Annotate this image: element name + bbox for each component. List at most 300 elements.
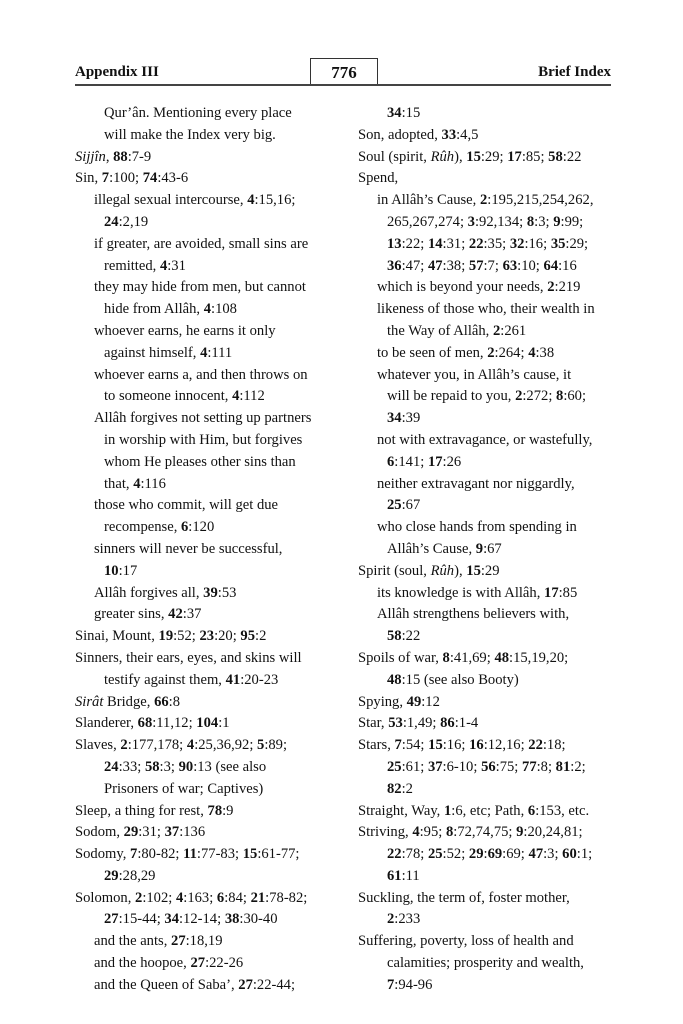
index-subentry-line [358, 321, 623, 343]
index-subentry-line [75, 343, 355, 365]
entry-text: :18; [542, 737, 566, 754]
entry-text: :22-44; [252, 976, 296, 993]
italic-term: Rûh [430, 148, 455, 165]
entry-text: :13 (see also [193, 758, 267, 775]
entry-text: :7-9 [127, 148, 152, 165]
surah-number: 8 [442, 649, 450, 666]
entry-text: :31 [167, 257, 186, 274]
entry-text: :30-40 [239, 911, 278, 928]
entry-text: :26 [442, 453, 462, 470]
surah-number: 48 [387, 671, 402, 688]
surah-number: 6 [216, 889, 225, 906]
index-subentry-line [75, 452, 355, 474]
surah-number: 17 [427, 453, 443, 470]
entry-text: Allâh forgives not setting up partners [94, 410, 312, 427]
index-entry [358, 692, 623, 714]
surah-number: 104 [196, 715, 219, 732]
index-subentry-line [75, 517, 355, 539]
entry-text: Stars, [358, 737, 395, 754]
index-subentry-line [75, 256, 355, 278]
index-subentry-line [75, 125, 355, 147]
index-subentry-line [358, 103, 623, 125]
entry-text: Spying, [358, 693, 407, 710]
index-subentry-line [358, 604, 623, 626]
index-subentry-line [75, 670, 355, 692]
index-subentry-line [75, 386, 355, 408]
surah-number: 66 [154, 693, 169, 710]
index-column-right [358, 103, 623, 997]
entry-text: in worship with Him, but forgives [104, 431, 303, 448]
entry-text: :1; [576, 846, 593, 863]
index-entry [75, 735, 355, 757]
surah-number: 95 [240, 628, 256, 645]
surah-number: 15 [242, 846, 258, 863]
index-entry [358, 801, 623, 823]
surah-number: 34 [387, 105, 402, 121]
index-subentry-line [358, 256, 623, 278]
entry-text: :1-4 [454, 715, 479, 732]
surah-number: 4 [232, 388, 240, 405]
entry-text: Prisoners of war; Captives) [104, 780, 264, 797]
entry-text: against himself, [104, 344, 201, 361]
entry-text: illegal sexual intercourse, [94, 192, 248, 209]
index-entry [75, 648, 355, 670]
entry-text: Spend, [358, 170, 399, 187]
index-entry [358, 888, 623, 910]
surah-number: 9 [553, 213, 561, 230]
entry-text: Straight, Way, [358, 802, 444, 819]
surah-number: 7 [394, 737, 402, 754]
index-subentry-line [358, 343, 623, 365]
entry-text: :11 [401, 867, 420, 884]
surah-number: 22 [468, 235, 484, 252]
entry-text: if greater, are avoided, small sins are [94, 235, 309, 252]
entry-text: :37 [182, 606, 202, 623]
index-subentry-line [358, 408, 623, 430]
surah-number: 23 [199, 628, 215, 645]
entry-text: testify against them, [104, 671, 226, 688]
entry-text: whoever earns a, and then throws on [94, 366, 308, 383]
surah-number: 4 [200, 344, 208, 361]
entry-text: its knowledge is with Allâh, [377, 584, 545, 601]
surah-number: 2 [515, 388, 523, 405]
entry-text: :35; [483, 235, 510, 252]
index-subentry-line [358, 909, 623, 931]
entry-text: :8 [168, 693, 181, 710]
index-subentry-line [75, 190, 355, 212]
surah-number: 53 [388, 715, 403, 732]
entry-text: :22-26 [205, 955, 244, 972]
entry-text: and the ants, [94, 933, 172, 950]
entry-text: Soul (spirit, [358, 148, 431, 165]
entry-text: Sinai, Mount, [75, 628, 159, 645]
entry-text: :7; [483, 257, 503, 274]
entry-text: to someone innocent, [104, 388, 233, 405]
surah-number: 32 [509, 235, 525, 252]
entry-text: :195,215,254,262, [487, 192, 594, 209]
entry-text: :8; [536, 758, 556, 775]
entry-text: :43-6 [157, 170, 189, 187]
surah-number: 15 [466, 562, 481, 579]
index-entry [358, 648, 623, 670]
index-subentry-line [75, 234, 355, 256]
index-entry [75, 801, 355, 823]
entry-text: ), [454, 562, 467, 579]
surah-number: 68 [137, 715, 153, 732]
entry-text: :116 [140, 475, 166, 492]
entry-text: Slanderer, [75, 715, 138, 732]
index-entry [75, 844, 355, 866]
entry-text: :39 [401, 410, 421, 427]
index-subentry-line [358, 517, 623, 539]
surah-number: 24 [104, 758, 119, 775]
surah-number: 4 [203, 301, 212, 318]
surah-number: 2 [479, 192, 488, 209]
surah-number: 8 [556, 388, 564, 405]
index-subentry-line [75, 779, 355, 801]
section-title: Brief Index [538, 64, 611, 80]
entry-text: Spirit (soul, [358, 562, 431, 579]
surah-number: 29 [468, 846, 484, 863]
entry-text: :95; [419, 824, 446, 841]
surah-number: 56 [481, 758, 496, 775]
entry-text: whom He pleases other sins than [104, 453, 296, 470]
entry-text: :100; [109, 170, 143, 187]
entry-text: :15,16; [254, 192, 296, 209]
entry-text: :153, etc. [535, 802, 590, 819]
surah-number: 4 [175, 889, 184, 906]
entry-text: :18,19 [185, 933, 223, 950]
entry-text: :60; [563, 388, 587, 405]
entry-text: :219 [554, 279, 581, 296]
entry-text: :112 [239, 388, 265, 405]
entry-text: :22; [401, 235, 428, 252]
index-subentry-line [358, 365, 623, 387]
index-subentry-line [75, 365, 355, 387]
index-subentry-line [358, 495, 623, 517]
index-subentry-line [358, 430, 623, 452]
entry-text: Spoils of war, [358, 649, 443, 666]
entry-text: Bridge, [103, 693, 155, 710]
entry-text: not with extravagance, or wastefully, [377, 431, 593, 448]
entry-text: :85; [521, 148, 549, 165]
index-subentry-line [75, 539, 355, 561]
surah-number: 38 [224, 911, 240, 928]
entry-text: Star, [358, 715, 389, 732]
index-subentry-line [75, 583, 355, 605]
running-header [75, 60, 611, 84]
surah-number: 9 [475, 540, 484, 557]
entry-text: :22 [401, 628, 421, 645]
index-subentry-line [358, 953, 623, 975]
entry-text: :177,178; [127, 737, 187, 754]
entry-text: Suckling, the term of, foster mother, [358, 889, 570, 906]
entry-text: Sodom, [75, 824, 124, 841]
entry-text: :2; [570, 758, 586, 775]
surah-number: 22 [528, 737, 543, 754]
entry-text: :69; [502, 846, 529, 863]
entry-text: :141; [394, 453, 428, 470]
italic-term: Rûh [430, 562, 455, 579]
entry-text: Sleep, a thing for rest, [75, 802, 208, 819]
index-subentry-line [358, 866, 623, 888]
entry-text: :78-82; [265, 889, 308, 906]
appendix-label: Appendix III [75, 64, 159, 80]
entry-text: :29; [480, 148, 508, 165]
entry-text: Suffering, poverty, loss of health and [358, 933, 574, 950]
entry-text: :67 [401, 497, 421, 514]
surah-number: 27 [104, 911, 119, 928]
entry-text: :15,19,20; [509, 649, 569, 666]
entry-text: :92,134; [474, 213, 527, 230]
surah-number: 25 [387, 758, 402, 775]
entry-text: :29; [565, 235, 589, 252]
surah-number: 4 [247, 192, 255, 209]
surah-number: 35 [550, 235, 566, 252]
entry-text: neither extravagant nor niggardly, [377, 475, 575, 492]
entry-text: :1,49; [402, 715, 441, 732]
entry-text: Sodomy, [75, 846, 131, 863]
entry-text: :47; [401, 257, 428, 274]
entry-text: :3; [534, 213, 554, 230]
entry-text: will make the Index very big. [104, 126, 276, 143]
surah-number: 4 [133, 475, 141, 492]
surah-number: 69 [487, 846, 503, 863]
index-subentry-line [75, 561, 355, 583]
surah-number: 22 [387, 846, 402, 863]
entry-text: :94-96 [394, 976, 433, 993]
surah-number: 2 [492, 322, 501, 339]
surah-number: 58 [144, 758, 160, 775]
entry-text: :28,29 [118, 867, 156, 884]
index-subentry-line [358, 474, 623, 496]
entry-text: remitted, [104, 257, 160, 274]
index-subentry-line [358, 779, 623, 801]
surah-number: 7 [387, 976, 395, 993]
entry-text: :29 [480, 562, 500, 579]
index-subentry-line [358, 190, 623, 212]
surah-number: 25 [427, 846, 443, 863]
entry-text: in Allâh’s Cause, [377, 192, 480, 209]
index-entry [75, 147, 355, 169]
entry-text: Slaves, [75, 737, 121, 754]
entry-text: :72,74,75; [453, 824, 517, 841]
entry-text: :272; [522, 388, 557, 405]
header-rule [75, 84, 611, 86]
entry-text: who close hands from spending in [377, 519, 577, 536]
surah-number: 16 [469, 737, 484, 754]
index-subentry-line [75, 757, 355, 779]
surah-number: 63 [502, 257, 518, 274]
entry-text: :61-77; [257, 846, 300, 863]
entry-text: :25,36,92; [194, 737, 258, 754]
entry-text: :15 [401, 105, 421, 121]
index-subentry-line [75, 866, 355, 888]
index-entry [75, 168, 355, 190]
entry-text: :2 [401, 780, 413, 797]
entry-text: :3; [159, 758, 179, 775]
surah-number: 29 [123, 824, 139, 841]
entry-text: :31; [442, 235, 469, 252]
entry-text: Son, adopted, [358, 126, 442, 143]
surah-number: 2 [487, 344, 495, 361]
entry-text: calamities; prosperity and wealth, [387, 955, 584, 972]
index-entry [358, 735, 623, 757]
entry-text: :84; [224, 889, 251, 906]
surah-number: 49 [406, 693, 422, 710]
entry-text: Allâh forgives all, [94, 584, 204, 601]
index-subentry-line [75, 321, 355, 343]
index-subentry-line [358, 975, 623, 997]
entry-text: which is beyond your needs, [377, 279, 548, 296]
surah-number: 60 [562, 846, 577, 863]
surah-number: 27 [190, 955, 206, 972]
index-subentry-line [358, 670, 623, 692]
surah-number: 15 [428, 737, 443, 754]
surah-number: 88 [113, 148, 128, 165]
entry-text: :78; [401, 846, 428, 863]
index-entry [75, 692, 355, 714]
entry-text: recompense, [104, 519, 181, 536]
index-subentry-line [358, 386, 623, 408]
entry-text: :6, etc; Path, [451, 802, 528, 819]
surah-number: 25 [387, 497, 402, 514]
surah-number: 33 [441, 126, 457, 143]
surah-number: 81 [555, 758, 571, 775]
entry-text: :16 [558, 257, 577, 274]
entry-text: :67 [483, 540, 502, 557]
surah-number: 15 [466, 148, 481, 165]
surah-number: 36 [387, 257, 402, 274]
entry-text: :20,24,81; [523, 824, 583, 841]
index-subentry-line [75, 299, 355, 321]
surah-number: 5 [257, 737, 265, 754]
entry-text: :38; [442, 257, 469, 274]
index-subentry-line [358, 452, 623, 474]
surah-number: 6 [387, 453, 395, 470]
index-subentry-line [75, 495, 355, 517]
surah-number: 17 [507, 148, 522, 165]
page-number-box [310, 58, 378, 85]
surah-number: 7 [101, 170, 110, 187]
entry-text: :75; [495, 758, 523, 775]
entry-text: hide from Allâh, [104, 301, 204, 318]
surah-number: 61 [387, 867, 402, 884]
entry-text: :41,69; [449, 649, 495, 666]
entry-text: Allâh strengthens believers with, [377, 606, 570, 623]
entry-text: :80-82; [137, 846, 184, 863]
entry-text: :12 [421, 693, 440, 710]
index-entry [75, 888, 355, 910]
surah-number: 8 [445, 824, 454, 841]
surah-number: 17 [544, 584, 559, 601]
entry-text: Qur’ân. Mentioning every place [104, 105, 292, 121]
surah-number: 34 [387, 410, 402, 427]
entry-text: sinners will never be successful, [94, 540, 283, 557]
index-subentry-line [358, 234, 623, 256]
surah-number: 4 [186, 737, 195, 754]
surah-number: 48 [494, 649, 510, 666]
surah-number: 4 [412, 824, 420, 841]
surah-number: 7 [130, 846, 138, 863]
entry-text: Allâh’s Cause, [387, 540, 476, 557]
entry-text: , [105, 148, 114, 165]
entry-text: :16; [442, 737, 470, 754]
surah-number: 9 [516, 824, 524, 841]
entry-text: :108 [211, 301, 237, 318]
entry-text: those who commit, will get due [94, 497, 279, 514]
entry-text: that, [104, 475, 134, 492]
entry-text: :12-14; [179, 911, 225, 928]
index-subentry-line [75, 975, 355, 997]
surah-number: 1 [443, 802, 452, 819]
entry-text: :16; [524, 235, 551, 252]
entry-text: :12,16; [483, 737, 529, 754]
entry-text: Striving, [358, 824, 413, 841]
entry-text: will be repaid to you, [387, 388, 516, 405]
index-entry [358, 125, 623, 147]
index-entry [358, 713, 623, 735]
surah-number: 19 [158, 628, 174, 645]
surah-number: 27 [238, 976, 253, 993]
entry-text: :38 [535, 344, 555, 361]
surah-number: 6 [181, 519, 189, 536]
surah-number: 47 [528, 846, 544, 863]
entry-text: Sin, [75, 170, 102, 187]
surah-number: 14 [427, 235, 443, 252]
surah-number: 3 [467, 213, 475, 230]
surah-number: 39 [203, 584, 218, 601]
surah-number: 86 [440, 715, 455, 732]
index-subentry-line [358, 844, 623, 866]
index-column-left [75, 103, 355, 997]
surah-number: 27 [171, 933, 186, 950]
index-subentry-line [358, 277, 623, 299]
entry-text: ), [454, 148, 467, 165]
entry-text: :6-10; [442, 758, 482, 775]
entry-text: :261 [500, 322, 527, 339]
index-subentry-line [75, 212, 355, 234]
index-entry [358, 147, 623, 169]
entry-text: :4,5 [456, 126, 479, 143]
entry-text: the Way of Allâh, [387, 322, 493, 339]
index-subentry-line [358, 539, 623, 561]
surah-number: 42 [168, 606, 183, 623]
entry-text: :136 [179, 824, 206, 841]
entry-text: :10; [517, 257, 544, 274]
index-entry [75, 626, 355, 648]
entry-text: :2,19 [118, 213, 149, 230]
index-subentry-line [75, 953, 355, 975]
page-number: 776 [331, 63, 357, 82]
surah-number: 57 [468, 257, 484, 274]
surah-number: 21 [250, 889, 266, 906]
entry-text: likeness of those who, their wealth in [377, 301, 595, 318]
italic-term: Sijjîn [75, 148, 106, 165]
surah-number: 24 [104, 213, 119, 230]
entry-text: :22 [562, 148, 582, 165]
surah-number: 77 [522, 758, 537, 775]
entry-text: and the hoopoe, [94, 955, 191, 972]
surah-number: 29 [104, 867, 119, 884]
surah-number: 10 [104, 562, 119, 579]
index-entry [75, 822, 355, 844]
surah-number: 74 [142, 170, 158, 187]
index-subentry-line [75, 931, 355, 953]
entry-text: :53 [217, 584, 237, 601]
entry-text: :20-23 [240, 671, 279, 688]
index-entry [358, 168, 623, 190]
